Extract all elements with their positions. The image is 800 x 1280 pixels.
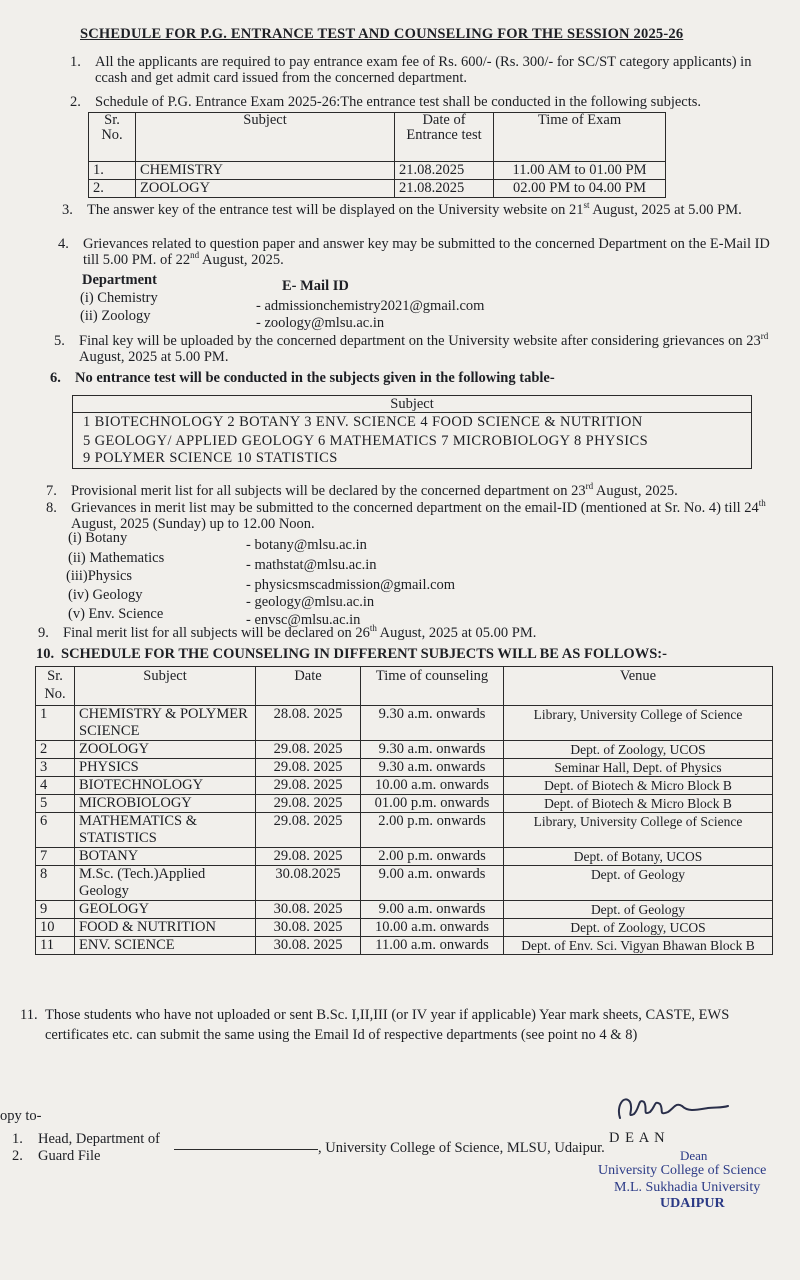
dept-physics: (iii)Physics: [66, 568, 133, 584]
item-1: 1. All the applicants are required to pay entrance exam fee of Rs. 600/- (Rs. 300/- for SC/ST category applicants) in ccash and get admit card issued from the concerned department.: [70, 54, 752, 86]
subject-line-2: 5 GEOLOGY/ APPLIED GEOLOGY 6 MATHEMATICS 7 MICROBIOLOGY 8 PHYSICS: [83, 433, 649, 449]
table-row: 7 BOTANY 29.08. 2025 2.00 p.m. onwards Dept. of Botany, UCOS: [36, 848, 773, 866]
item-2: 2. Schedule of P.G. Entrance Exam 2025-26:The entrance test shall be conducted in the following subjects.: [70, 94, 702, 110]
subject-line-1: 1 BIOTECHNOLOGY 2 BOTANY 3 ENV. SCIENCE 4 FOOD SCIENCE & NUTRITION: [83, 414, 643, 430]
item-4: 4. Grievances related to question paper and answer key may be submitted to the concerned Department on the E-Mail ID till 5.00 PM. of 22nd August, 2025.: [58, 236, 770, 268]
item-11: 11. Those students who have not uploaded or sent B.Sc. I,II,III (or IV year if applicable) Year mark sheets, CASTE, EWS certificates etc. can submit the same using the Email Id of respective departments (see point no 4 & 8): [20, 1007, 730, 1043]
dept-geology: (iv) Geology: [68, 587, 143, 603]
email-chemistry: - admissionchemistry2021@gmail.com: [256, 298, 485, 314]
item-9: 9. Final merit list for all subjects will be declared on 26th August, 2025 at 05.00 PM.: [38, 623, 537, 641]
copy-to-heading: opy to-: [0, 1108, 42, 1124]
email-zoology: - zoology@mlsu.ac.in: [256, 315, 385, 331]
table-row: 8 M.Sc. (Tech.)Applied Geology 30.08.2025 9.00 a.m. onwards Dept. of Geology: [36, 866, 773, 901]
subject-line-3: 9 POLYMER SCIENCE 10 STATISTICS: [83, 450, 338, 466]
table-row: 4 BIOTECHNOLOGY 29.08. 2025 10.00 a.m. onwards Dept. of Biotech & Micro Block B: [36, 777, 773, 795]
email-botany: - botany@mlsu.ac.in: [246, 537, 367, 553]
email-env-science: - envsc@mlsu.ac.in: [246, 612, 361, 628]
table-row: 2. ZOOLOGY 21.08.2025 02.00 PM to 04.00 PM: [89, 180, 666, 198]
table-row: 5 MICROBIOLOGY 29.08. 2025 01.00 p.m. onwards Dept. of Biotech & Micro Block B: [36, 795, 773, 813]
item-5: 5. Final key will be uploaded by the concerned department on the University website after considering grievances on 23rd August, 2025 at 5.00 PM.: [54, 331, 769, 365]
email-physics: - physicsmscadmission@gmail.com: [246, 577, 456, 593]
stamp-city: UDAIPUR: [660, 1196, 725, 1211]
dept-mathematics: (ii) Mathematics: [68, 550, 165, 566]
table-row: 2 ZOOLOGY 29.08. 2025 9.30 a.m. onwards Dept. of Zoology, UCOS: [36, 741, 773, 759]
copy-to-1-tail: , University College of Science, MLSU, Udaipur.: [318, 1140, 605, 1156]
copy-to-2-num: 2.: [12, 1148, 23, 1164]
counseling-schedule-table: [35, 666, 773, 955]
table-row: 11 ENV. SCIENCE 30.08. 2025 11.00 a.m. onwards Dept. of Env. Sci. Vigyan Bhawan Block B: [36, 937, 773, 955]
table-row: 1. CHEMISTRY 21.08.2025 11.00 AM to 01.00 PM: [89, 162, 666, 180]
dean-signature: [612, 1088, 732, 1130]
item-7: 7. Provisional merit list for all subjects will be declared by the concerned department on 23rd August, 2025.: [46, 481, 678, 499]
dept-chemistry: (i) Chemistry: [80, 290, 158, 306]
dept-botany: (i) Botany: [68, 530, 128, 546]
stamp-university: M.L. Sukhadia University: [614, 1180, 761, 1195]
table-row: 9 GEOLOGY 30.08. 2025 9.00 a.m. onwards Dept. of Geology: [36, 901, 773, 919]
blank-line: [174, 1149, 318, 1150]
no-entrance-subjects-table: [72, 395, 752, 469]
item-3: 3. The answer key of the entrance test will be displayed on the University website on 21st August, 2025 at 5.00 PM.: [62, 200, 742, 218]
table-row: 1 CHEMISTRY & POLYMER SCIENCE 28.08. 2025 9.30 a.m. onwards Library, University College of Science: [36, 706, 773, 741]
email-geology: - geology@mlsu.ac.in: [246, 594, 375, 610]
copy-to-1-num: 1.: [12, 1131, 23, 1147]
table-header-row: Sr. No. Subject Date of Entrance test Time of Exam: [89, 113, 666, 162]
email-header: E- Mail ID: [282, 278, 349, 294]
item-10: 10. SCHEDULE FOR THE COUNSELING IN DIFFERENT SUBJECTS WILL BE AS FOLLOWS:-: [36, 646, 667, 662]
copy-to-2-text: Guard File: [38, 1148, 101, 1164]
item-6: 6. No entrance test will be conducted in the subjects given in the following table-: [50, 370, 555, 386]
item-8: 8. Grievances in merit list may be submitted to the concerned department on the email-ID (mentioned at Sr. No. 4) till 24th August, 2025 (Sunday) up to 12.00 Noon.: [46, 498, 766, 532]
dept-zoology: (ii) Zoology: [80, 308, 151, 324]
stamp-college: University College of Science: [598, 1163, 767, 1178]
stamp-dean: Dean: [680, 1148, 708, 1163]
table-row: 3 PHYSICS 29.08. 2025 9.30 a.m. onwards Seminar Hall, Dept. of Physics: [36, 759, 773, 777]
email-mathematics: - mathstat@mlsu.ac.in: [246, 557, 377, 573]
table-header-row: Sr. No. Subject Date Time of counseling Venue: [36, 667, 773, 706]
dean-label: D E A N: [609, 1130, 666, 1146]
table-row: 6 MATHEMATICS & STATISTICS 29.08. 2025 2.00 p.m. onwards Library, University College of Science: [36, 813, 773, 848]
table-row: 10 FOOD & NUTRITION 30.08. 2025 10.00 a.m. onwards Dept. of Zoology, UCOS: [36, 919, 773, 937]
dept-env-science: (v) Env. Science: [68, 606, 164, 622]
entrance-exam-table: [88, 112, 666, 198]
copy-to-1-text: Head, Department of: [38, 1131, 160, 1147]
dept-header: Department: [82, 272, 157, 288]
page-title: SCHEDULE FOR P.G. ENTRANCE TEST AND COUNSELING FOR THE SESSION 2025-26: [80, 26, 684, 42]
subject-header: Subject: [73, 396, 751, 413]
